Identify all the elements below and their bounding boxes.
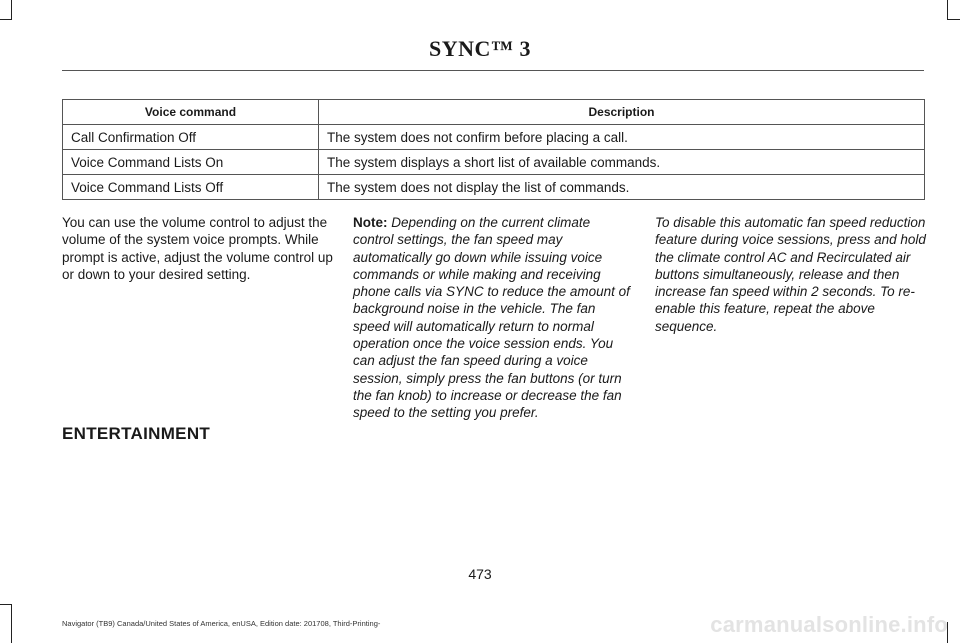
crop-mark [0,604,12,605]
voice-command-table [62,99,925,200]
crop-mark [0,19,12,20]
description-cell: The system does not display the list of commands. [319,175,925,200]
description-cell: The system displays a short list of available commands. [319,150,925,175]
body-column-2 [353,214,631,422]
voice-command-cell: Voice Command Lists Off [63,175,319,200]
section-heading: ENTERTAINMENT [62,424,211,443]
crop-mark [11,604,12,643]
footer-text: Navigator (TB9) Canada/United States of America, enUSA, Edition date: 201708, Third-Printing- [62,619,381,628]
volume-paragraph: You can use the volume control to adjust the volume of the system voice prompts. While prompt is active, adjust the volume control up or down to your desired setting. [62,215,333,282]
crop-mark [947,0,948,20]
page-title: SYNC™ 3 [429,36,531,61]
table-row [63,125,925,150]
fan-speed-paragraph: To disable this automatic fan speed reduction feature during voice sessions, press and hold the climate control AC and Recirculated air buttons simultaneously, release and then increase fan speed within 2 seconds. To re-enable this feature, repeat the above sequence. [655,215,926,334]
watermark: carmanualsonline.info [710,612,948,637]
column-header-description: Description [319,100,925,125]
table-header-row [63,100,925,125]
voice-command-cell: Voice Command Lists On [63,150,319,175]
note-label: Note: [353,215,388,230]
body-column-1 [62,214,338,283]
voice-command-cell: Call Confirmation Off [63,125,319,150]
note-paragraph [353,214,631,422]
column-header-voice-command: Voice command [63,100,319,125]
note-text: Depending on the current climate control settings, the fan speed may automatically go down while issuing voice commands or while making and receiving phone calls via SYNC to reduce the amount of background noise in the vehicle. The fan speed will automatically return to normal operation once the voice session ends. You can adjust the fan speed during a voice session, simply press the fan buttons (or turn the fan knob) to increase or decrease the fan speed to the setting you prefer. [353,215,630,421]
table-row [63,150,925,175]
table-row [63,175,925,200]
description-cell: The system does not confirm before placing a call. [319,125,925,150]
crop-mark [947,19,960,20]
page-number: 473 [468,566,492,582]
body-column-3 [655,214,927,335]
crop-mark [11,0,12,20]
header-rule [62,70,924,71]
